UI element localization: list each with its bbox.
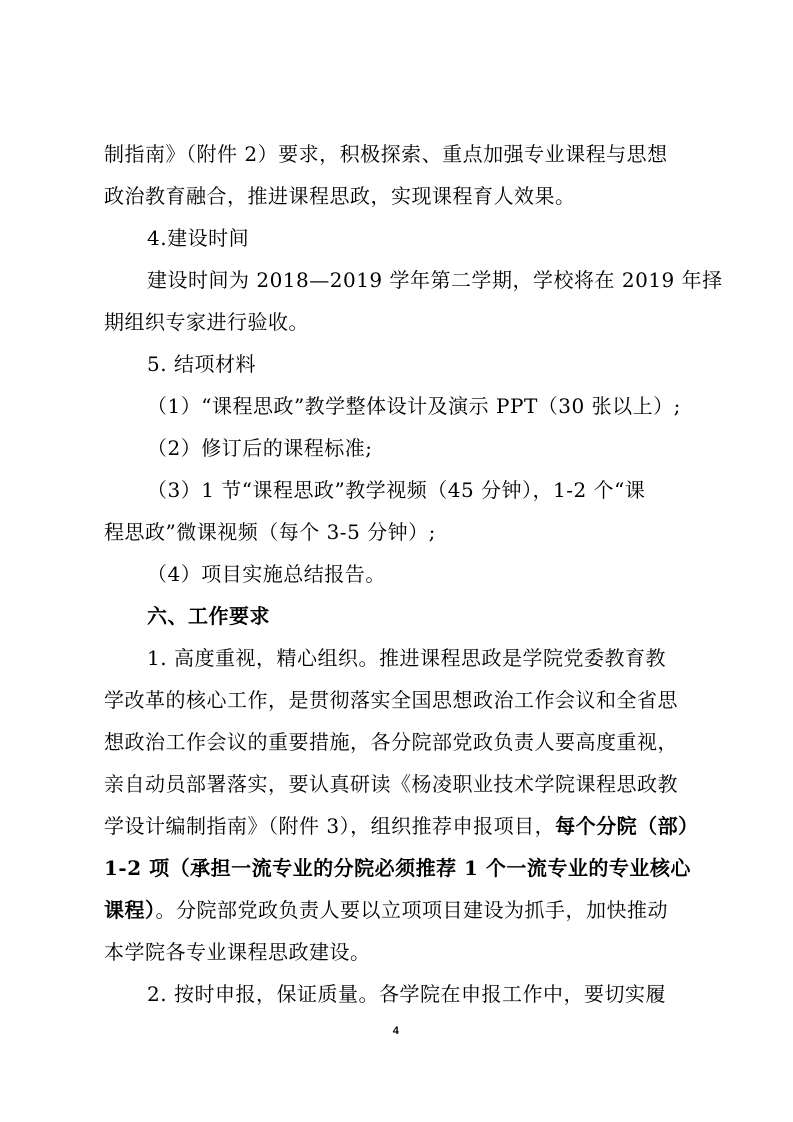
body-line: 期组织专家进行验收。 [104, 310, 309, 334]
body-line: 建设时间为 2018—2019 学年第二学期，学校将在 2019 年择 [147, 268, 723, 292]
body-line: 政治教育融合，推进课程思政，实现课程育人效果。 [104, 184, 576, 208]
body-text: 学设计编制指南》（附件 3），组织推荐申报项目， [104, 814, 556, 838]
body-line: 2. 按时申报，保证质量。各学院在申报工作中，要切实履 [147, 982, 666, 1006]
body-text: 。分院部党政负责人要以立项项目建设为抓手，加快推动 [155, 898, 668, 922]
body-line: 学改革的核心工作，是贯彻落实全国思想政治工作会议和全省思 [104, 688, 678, 712]
body-line: 亲自动员部署落实，要认真研读《杨凌职业技术学院课程思政教 [104, 772, 678, 796]
body-line: 1. 高度重视，精心组织。推进课程思政是学院党委教育教 [147, 646, 666, 670]
list-item: （3）1 节“课程思政”教学视频（45 分钟），1-2 个“课 [147, 478, 646, 502]
list-item: （1）“课程思政”教学整体设计及演示 PPT（30 张以上）; [147, 394, 681, 418]
body-line: 本学院各专业课程思政建设。 [104, 940, 371, 964]
emphasis-line: 1-2 项（承担一流专业的分院必须推荐 1 个一流专业的专业核心 [104, 856, 691, 880]
section-heading: 5. 结项材料 [147, 352, 256, 376]
list-item: （4）项目实施总结报告。 [147, 562, 386, 586]
emphasis-text: 课程） [104, 898, 156, 922]
list-item-continuation: 程思政”微课视频（每个 3-5 分钟）; [104, 520, 436, 544]
chapter-heading: 六、工作要求 [147, 604, 270, 628]
list-item: （2）修订后的课程标准; [147, 436, 373, 460]
emphasis-text: 每个分院（部） [555, 814, 699, 838]
body-line [104, 895, 668, 925]
body-line: 想政治工作会议的重要措施，各分院部党政负责人要高度重视， [104, 730, 678, 754]
body-line: 制指南》（附件 2）要求，积极探索、重点加强专业课程与思想 [104, 142, 668, 166]
section-heading: 4.建设时间 [147, 226, 250, 250]
page-number: 4 [392, 1025, 400, 1037]
body-line [104, 811, 699, 841]
